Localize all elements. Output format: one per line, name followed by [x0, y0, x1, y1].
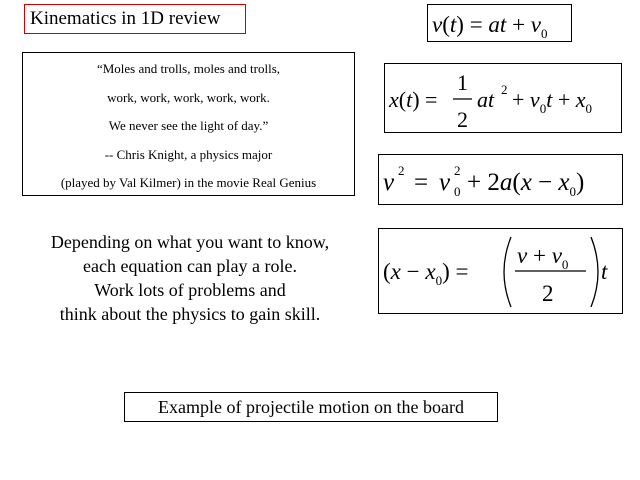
svg-text:at: at	[477, 87, 495, 112]
body-text	[24, 230, 356, 326]
svg-text:2: 2	[457, 107, 468, 132]
svg-text:0: 0	[454, 184, 461, 199]
svg-text:t: t	[601, 259, 608, 284]
svg-text:2: 2	[398, 163, 405, 178]
body-line-4: think about the physics to gain skill.	[59, 304, 321, 324]
quote-line-3: We never see the light of day.”	[108, 118, 269, 134]
svg-text:(x − x0) =: $(x - x_0)$ =	[383, 259, 469, 288]
svg-text:v + v0: $v + v_0$	[517, 243, 569, 272]
equation-velocity	[427, 4, 572, 42]
quote-box	[22, 52, 355, 196]
body-line-2: each equation can play a role.	[83, 256, 297, 276]
equation-velocity-squared	[378, 154, 623, 205]
equation-displacement-average	[378, 228, 623, 314]
quote-line-5: (played by Val Kilmer) in the movie Real Genius	[60, 175, 317, 191]
svg-text:+ v0t + x0: + $v_0t + x_0$	[512, 87, 592, 116]
svg-text:+ 2a(x − x0): + $2a(x - x_0)$	[467, 169, 585, 199]
svg-text:x(t) =: x(t) =	[389, 87, 438, 112]
svg-text:v(t) = at + v0: v(t) = at + $v_0$	[432, 12, 548, 41]
quote-line-4: -- Chris Knight, a physics major	[104, 146, 273, 162]
svg-text:2: 2	[542, 281, 554, 306]
equation-velocity-graphic	[428, 5, 573, 43]
svg-text:v: v	[383, 169, 395, 196]
svg-text:1: 1	[457, 70, 468, 95]
quote-line-2: work, work, work, work, work.	[107, 89, 270, 105]
svg-text:2: 2	[454, 163, 461, 178]
body-line-3: Work lots of problems and	[94, 280, 286, 300]
equation-displacement-average-graphic	[379, 229, 624, 315]
quote-line-1: “Moles and trolls, moles and trolls,	[96, 61, 281, 76]
svg-text:=: =	[414, 169, 429, 196]
svg-text:2: 2	[501, 82, 508, 97]
body-line-1: Depending on what you want to know,	[50, 232, 330, 252]
equation-position-graphic	[385, 64, 623, 134]
projectile-example-note: Example of projectile motion on the board	[124, 392, 498, 422]
svg-text:v: v	[439, 169, 451, 196]
equation-position	[384, 63, 622, 133]
slide-title: Kinematics in 1D review	[24, 4, 246, 34]
equation-velocity-squared-graphic	[379, 155, 624, 206]
